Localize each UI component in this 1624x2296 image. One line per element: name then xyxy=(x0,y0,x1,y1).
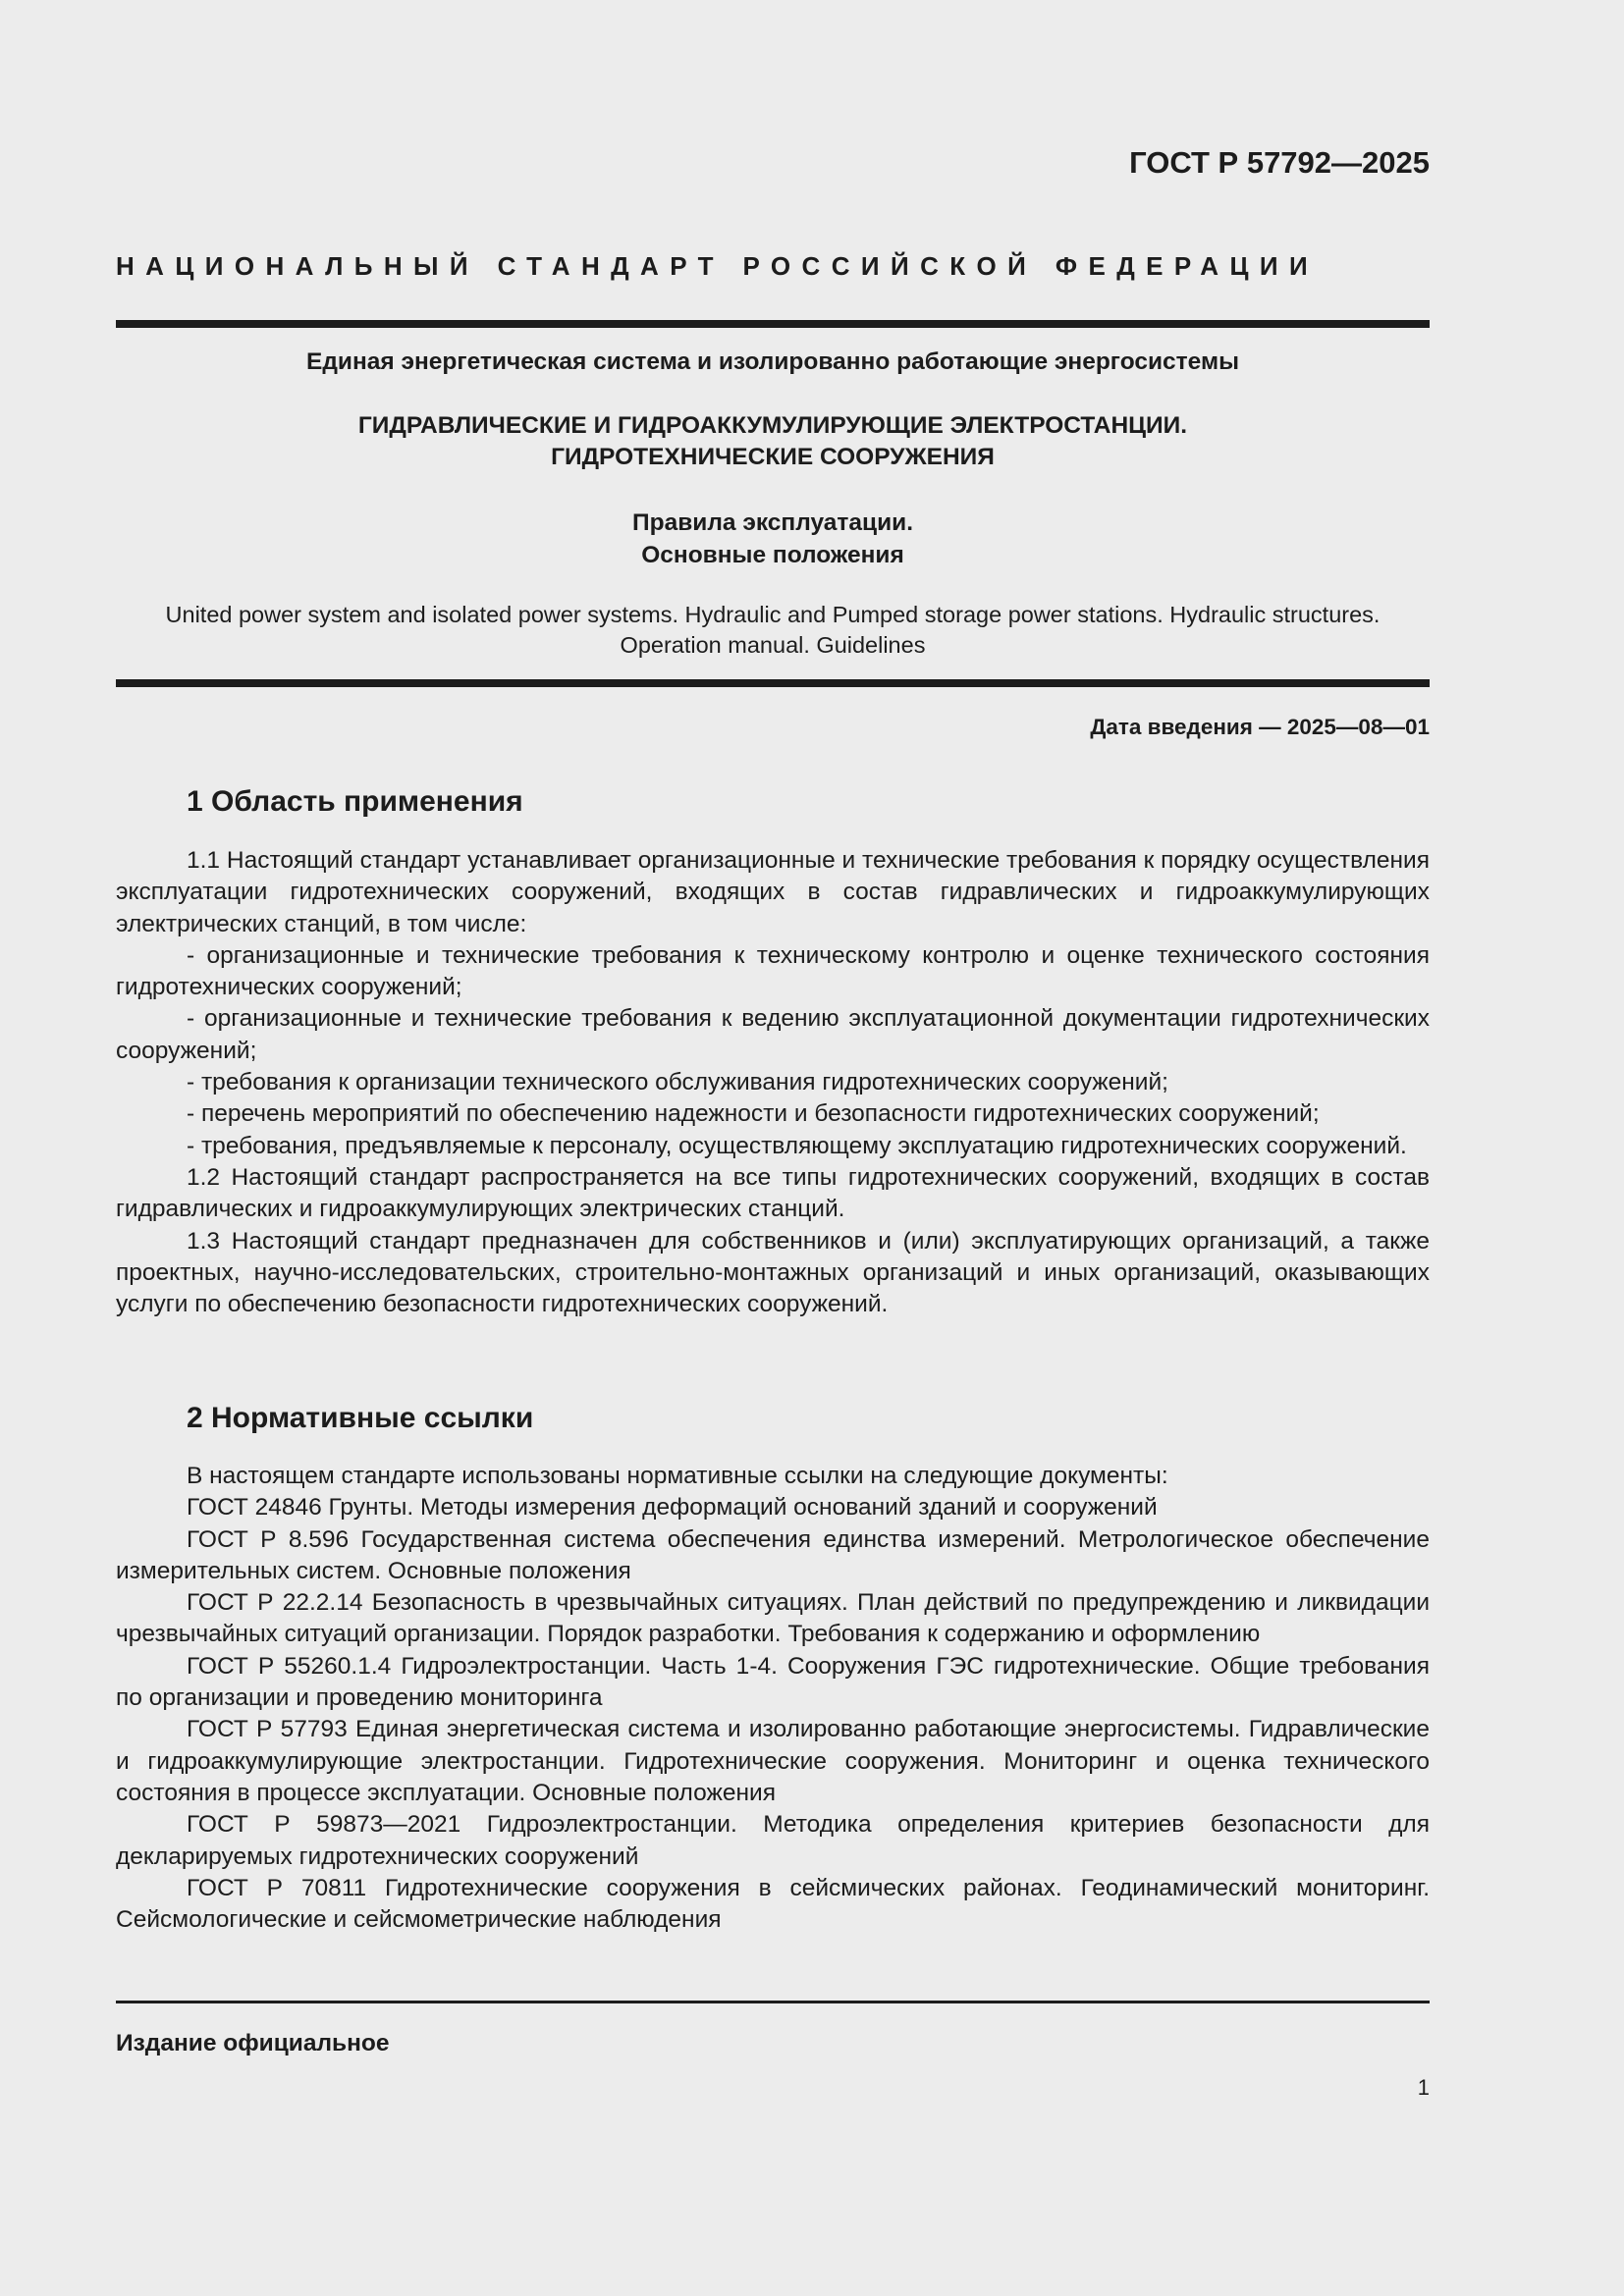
list-item: - перечень мероприятий по обеспечению надежности и безопасности гидротехнических сооружений; xyxy=(187,1100,1320,1128)
top-divider xyxy=(116,320,1430,328)
sub-title xyxy=(116,507,1430,571)
paragraph: 1.2 Настоящий стандарт распространяется на все типы гидротехнических сооружений, входящих в состав гидравлических и гидроаккумулирующих электрических станций. xyxy=(116,1163,1430,1223)
list-item: - организационные и технические требования к ведению эксплуатационной документации гидротехнических сооружений; xyxy=(116,1005,1430,1064)
section-2-heading: 2 Нормативные ссылки xyxy=(187,1402,534,1434)
paragraph: В настоящем стандарте использованы нормативные ссылки на следующие документы: xyxy=(187,1463,1168,1489)
page-number: 1 xyxy=(1417,2075,1430,2100)
reference-item: ГОСТ Р 22.2.14 Безопасность в чрезвычайных ситуациях. План действий по предупреждению и ликвидации чрезвычайных ситуаций организации. Порядок разработки. Требования к содержанию и оформлению xyxy=(116,1589,1430,1648)
reference-item: ГОСТ Р 59873—2021 Гидроэлектростанции. Методика определения критериев безопасности для декларируемых гидротехнических сооружений xyxy=(116,1811,1430,1870)
introduction-date: Дата введения — 2025—08—01 xyxy=(1090,715,1430,739)
sub-title-line-1: Правила эксплуатации. xyxy=(632,509,913,536)
paragraph: 1.1 Настоящий стандарт устанавливает организационные и технические требования к порядку осуществления эксплуатации гидротехнических сооружений, входящих в состав гидравлических и гидроаккумулирующих электрических станций, в том числе: xyxy=(116,847,1430,937)
main-title xyxy=(116,410,1430,473)
reference-item: ГОСТ Р 70811 Гидротехнические сооружения в сейсмических районах. Геодинамический мониторинг. Сейсмологические и сейсмометрические наблюдения xyxy=(116,1874,1430,1934)
national-standard-banner: НАЦИОНАЛЬНЫЙ СТАНДАРТ РОССИЙСКОЙ ФЕДЕРАЦИИ xyxy=(116,251,1320,281)
series-title: Единая энергетическая система и изолированно работающие энергосистемы xyxy=(306,348,1239,375)
edition-label: Издание официальное xyxy=(116,2030,390,2056)
section-1-heading: 1 Область применения xyxy=(187,785,523,818)
section-1-body xyxy=(116,845,1430,1320)
reference-item: ГОСТ Р 8.596 Государственная система обеспечения единства измерений. Метрологическое обеспечение измерительных систем. Основные положения xyxy=(116,1525,1430,1584)
list-item: - требования, предъявляемые к персоналу, осуществляющему эксплуатацию гидротехнических сооружений. xyxy=(187,1132,1407,1159)
title-bottom-divider xyxy=(116,679,1430,687)
english-title xyxy=(116,600,1430,661)
paragraph: 1.3 Настоящий стандарт предназначен для собственников и (или) эксплуатирующих организаций, а также проектных, научно-исследовательских, строительно-монтажных организаций и иных организаций, оказывающих услуги по обеспечению безопасности гидротехнических сооружений. xyxy=(116,1227,1430,1318)
document-number: ГОСТ Р 57792—2025 xyxy=(1129,145,1430,180)
list-item: - требования к организации технического обслуживания гидротехнических сооружений; xyxy=(187,1069,1168,1096)
main-title-line-1: ГИДРАВЛИЧЕСКИЕ И ГИДРОАККУМУЛИРУЮЩИЕ ЭЛЕКТРОСТАНЦИИ. xyxy=(357,412,1188,439)
sub-title-line-2: Основные положения xyxy=(641,542,904,568)
section-2-body xyxy=(116,1461,1430,1936)
reference-item: ГОСТ Р 55260.1.4 Гидроэлектростанции. Часть 1-4. Сооружения ГЭС гидротехнические. Общие требования по организации и проведению мониторинга xyxy=(116,1652,1430,1712)
list-item: - организационные и технические требования к техническому контролю и оценке технического состояния гидротехнических сооружений; xyxy=(116,941,1430,1001)
english-title-line-2: Operation manual. Guidelines xyxy=(620,632,926,658)
reference-item: ГОСТ 24846 Грунты. Методы измерения деформаций оснований зданий и сооружений xyxy=(187,1494,1158,1522)
main-title-line-2: ГИДРОТЕХНИЧЕСКИЕ СООРУЖЕНИЯ xyxy=(551,444,995,470)
footer-divider xyxy=(116,2001,1430,2003)
english-title-line-1: United power system and isolated power systems. Hydraulic and Pumped storage power stations. Hydraulic structures. xyxy=(165,602,1380,627)
reference-item: ГОСТ Р 57793 Единая энергетическая система и изолированно работающие энергосистемы. Гидравлические и гидроаккумулирующие электростанции. Гидротехнические сооружения. Мониторинг и оценка технического состояния в процессе эксплуатации. Основные положения xyxy=(116,1716,1430,1806)
